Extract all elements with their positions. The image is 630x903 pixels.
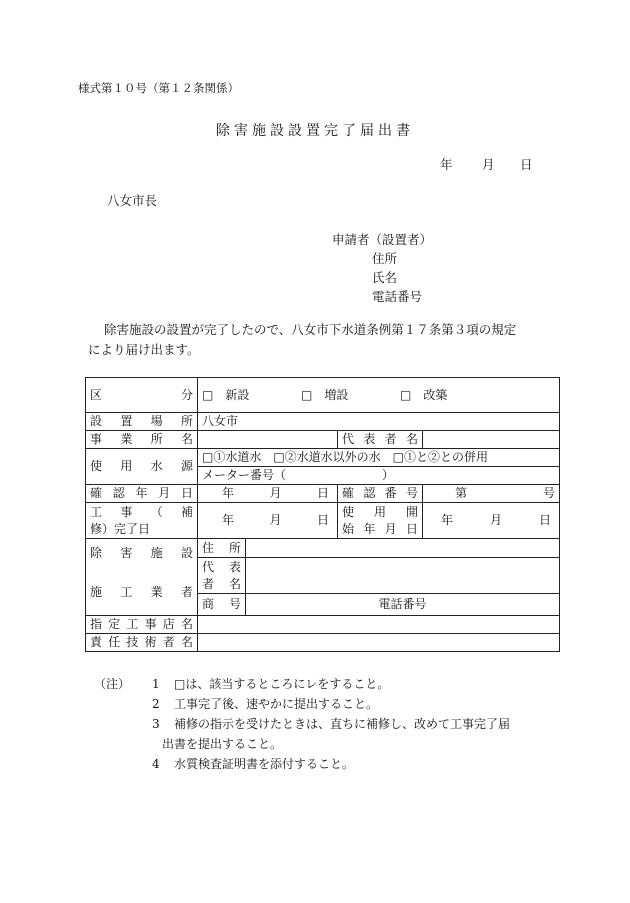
contractor-address-value[interactable] bbox=[246, 539, 560, 558]
contractor-trade-label: 商 号 bbox=[198, 594, 246, 616]
meter-number[interactable]: メーター番号（ ） bbox=[198, 467, 560, 485]
note-3: 補修の指示を受けたときは、直ちに補修し、改めて工事完了届 bbox=[174, 717, 511, 731]
row-contractor-address bbox=[86, 539, 560, 558]
note-2: 工事完了後、速やかに提出すること。 bbox=[174, 697, 379, 711]
start-date-value[interactable]: 年 月 日 bbox=[423, 503, 560, 539]
body-line-2: により届け出ます。 bbox=[88, 342, 200, 357]
page-title: 除害施設設置完了届出書 bbox=[216, 123, 414, 139]
row-water-1 bbox=[86, 449, 560, 467]
designated-value[interactable] bbox=[198, 616, 560, 634]
engineer-label: 責 任 技 術 者 名 bbox=[86, 634, 198, 652]
row-designated bbox=[86, 616, 560, 634]
confirm-number-label: 確 認 番 号 bbox=[338, 485, 423, 503]
applicant-address: 住所 bbox=[372, 251, 398, 266]
date-month: 月 bbox=[482, 157, 495, 172]
date-day: 日 bbox=[520, 157, 533, 172]
date-year: 年 bbox=[440, 157, 453, 172]
designated-label: 指 定 工 事 店 名 bbox=[86, 616, 198, 634]
row-office bbox=[86, 431, 560, 449]
row-confirm bbox=[86, 485, 560, 503]
notes-prefix: （注） bbox=[94, 677, 131, 691]
rep-label: 代 表 者 名 bbox=[338, 431, 423, 449]
contractor-phone[interactable]: 電話番号 bbox=[246, 594, 560, 616]
start-date-label: 使 用 開 始 年 月 日 bbox=[338, 503, 423, 539]
completion-label: 工 事 （ 補 修）完了日 bbox=[86, 503, 198, 539]
location-label: 設 置 場 所 bbox=[86, 413, 198, 431]
office-value[interactable] bbox=[198, 431, 338, 449]
applicant-phone: 電話番号 bbox=[372, 289, 423, 304]
engineer-value[interactable] bbox=[198, 634, 560, 652]
applicant-name: 氏名 bbox=[372, 270, 398, 285]
category-label: 区 分 bbox=[86, 378, 198, 413]
water-options[interactable]: □①水道水 □②水道水以外の水 □①と②との併用 bbox=[198, 449, 560, 467]
location-value[interactable]: 八女市 bbox=[198, 413, 560, 431]
checkbox-expand[interactable]: □ 増設 bbox=[301, 387, 349, 402]
category-options bbox=[198, 378, 560, 413]
completion-value[interactable]: 年 月 日 bbox=[198, 503, 338, 539]
note-1: □は、該当するところにレをすること。 bbox=[174, 677, 390, 691]
form-table bbox=[85, 377, 560, 652]
office-label: 事 業 所 名 bbox=[86, 431, 198, 449]
checkbox-new[interactable]: □ 新設 bbox=[202, 387, 250, 402]
applicant-heading: 申請者（設置者） bbox=[332, 232, 433, 247]
row-engineer bbox=[86, 634, 560, 652]
rep-value[interactable] bbox=[423, 431, 560, 449]
contractor-address-label: 住 所 bbox=[198, 539, 246, 558]
note-3-cont: 出書を提出すること。 bbox=[162, 737, 283, 751]
checkbox-rebuild[interactable]: □ 改築 bbox=[400, 387, 448, 402]
addressee: 八女市長 bbox=[107, 193, 158, 208]
row-completion bbox=[86, 503, 560, 539]
water-label: 使 用 水 源 bbox=[86, 449, 198, 485]
body-line-1: 除害施設の設置が完了したので、八女市下水道条例第１７条第３項の規定 bbox=[104, 322, 517, 337]
notes: （注） 1 □は、該当するところにレをすること。 2 工事完了後、速やかに提出すること。 3 補修の指示を受けたときは、直ちに補修し、改めて工事完了届 出書を提出すること。 4 水質検査証明書を添付すること。 bbox=[90, 674, 510, 774]
confirm-date-label: 確 認 年 月 日 bbox=[86, 485, 198, 503]
contractor-label: 除 害 施 設 施 工 業 者 bbox=[86, 539, 198, 616]
row-location bbox=[86, 413, 560, 431]
contractor-rep-value[interactable] bbox=[246, 558, 560, 594]
contractor-rep-label: 代 表 者 名 bbox=[198, 558, 246, 594]
row-category bbox=[86, 378, 560, 413]
confirm-date-value[interactable]: 年 月 日 bbox=[198, 485, 338, 503]
form-number: 様式第１０号（第１２条関係） bbox=[78, 81, 239, 95]
confirm-number-value[interactable]: 第 号 bbox=[423, 485, 560, 503]
body-text bbox=[88, 320, 558, 360]
note-4: 水質検査証明書を添付すること。 bbox=[174, 757, 355, 771]
